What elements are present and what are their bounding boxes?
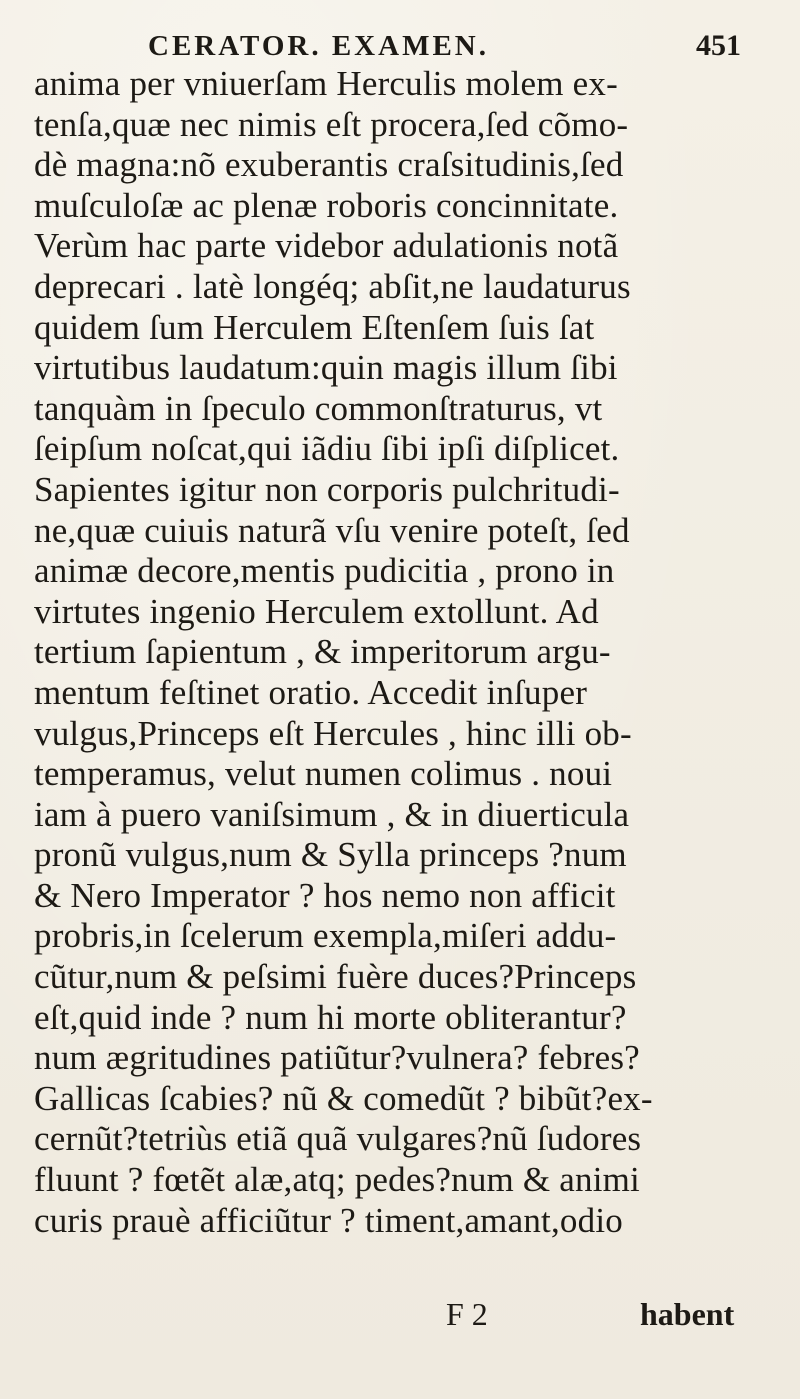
text-line: dè magna:nõ exuberantis craſsitudinis,ſed: [34, 145, 624, 185]
text-line: cũtur,num & peſsimi fuère duces?Princeps: [34, 957, 637, 997]
text-line: deprecari . latè longéq; abſit,ne laudaturus: [34, 266, 631, 306]
text-line: iam à puero vaniſsimum , & in diuerticula: [34, 794, 630, 834]
page-number: 451: [696, 29, 741, 62]
text-line: ſeipſum noſcat,qui iãdiu ſibi ipſi diſplicet.: [34, 429, 620, 469]
text-line: ne,quæ cuiuis naturã vſu venire poteſt, ſed: [34, 510, 630, 550]
body-text: [34, 64, 774, 1241]
text-line: quidem ſum Herculem Eſtenſem ſuis ſat: [34, 307, 595, 347]
text-line: Sapientes igitur non corporis pulchritudi-: [34, 469, 620, 509]
text-line: tanquàm in ſpeculo commonſtraturus, vt: [34, 388, 603, 428]
text-line: tenſa,quæ nec nimis eſt procera,ſed cõmo-: [34, 104, 629, 144]
text-line: cernũt?tetriùs etiã quã vulgares?nũ ſudores: [34, 1119, 642, 1159]
text-line: tertium ſapientum , & imperitorum argu-: [34, 632, 611, 672]
text-line: pronũ vulgus,num & Sylla princeps ?num: [34, 835, 627, 875]
catchword: habent: [640, 1296, 735, 1332]
text-line: & Nero Imperator ? hos nemo non afficit: [34, 875, 616, 915]
text-line: Verùm hac parte videbor adulationis notã: [34, 226, 619, 266]
text-line: vulgus,Princeps eſt Hercules , hinc illi ob-: [34, 713, 632, 753]
text-line: fluunt ? fœtẽt alæ,atq; pedes?num & animi: [34, 1160, 640, 1200]
text-line: temperamus, velut numen colimus . noui: [34, 754, 613, 794]
text-line: anima per vniuerſam Herculis molem ex-: [34, 64, 618, 103]
text-line: virtutibus laudatum:quin magis illum ſibi: [34, 348, 618, 388]
page-footer: [0, 1294, 800, 1334]
text-line: mentum feſtinet oratio. Accedit inſuper: [34, 672, 588, 712]
text-line: curis prauè afficiũtur ? timent,amant,odio: [34, 1200, 623, 1240]
running-head: CERATOR. EXAMEN.: [148, 30, 489, 62]
signature-mark: F 2: [446, 1296, 488, 1332]
text-line: virtutes ingenio Herculem extollunt. Ad: [34, 591, 599, 631]
text-line: animæ decore,mentis pudicitia , prono in: [34, 551, 615, 591]
text-line: Gallicas ſcabies? nũ & comedũt ? bibũt?ex-: [34, 1078, 653, 1118]
text-line: probris,in ſcelerum exempla,miſeri addu-: [34, 916, 617, 956]
text-line: eſt,quid inde ? num hi morte obliterantur?: [34, 997, 627, 1037]
text-line: num ægritudines patiũtur?vulnera? febres?: [34, 1038, 640, 1078]
text-line: muſculoſæ ac plenæ roboris concinnitate.: [34, 185, 619, 225]
